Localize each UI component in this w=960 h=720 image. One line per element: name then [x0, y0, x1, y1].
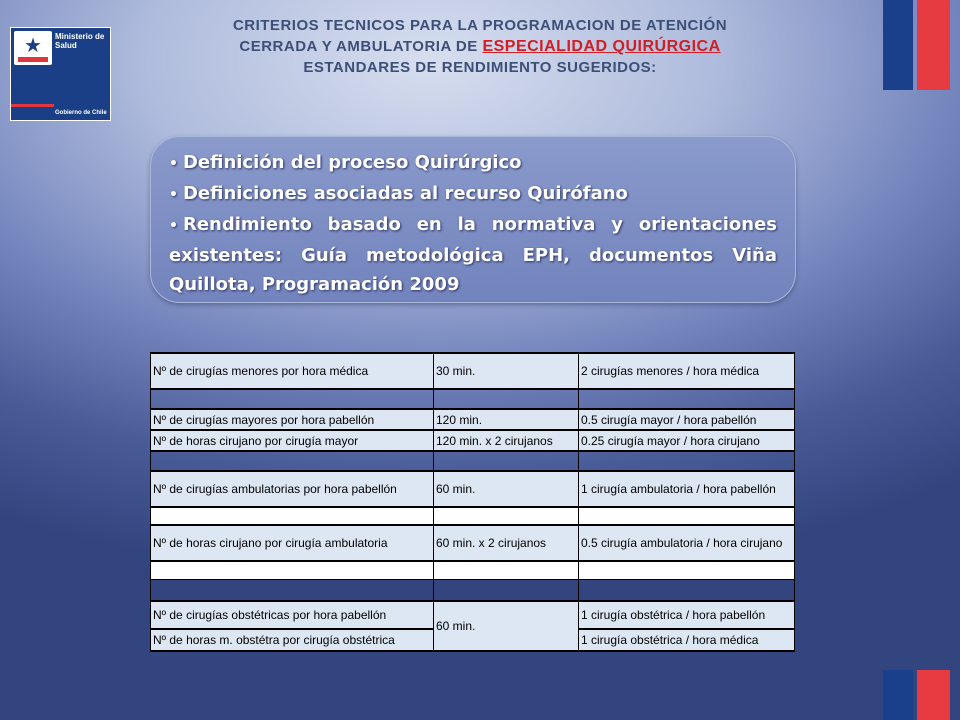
logo-divider: [11, 104, 54, 107]
table-cell: Nº de cirugías mayores por hora pabellón: [151, 409, 434, 430]
table-row: [151, 525, 795, 561]
bullet-box: [150, 136, 796, 303]
table-row: [151, 409, 795, 430]
table-cell: Nº de cirugías ambulatorias por hora pabellón: [151, 471, 434, 507]
title-highlight: ESPECIALIDAD QUIRÚRGICA: [482, 38, 721, 55]
table-cell: Nº de cirugías menores por hora médica: [151, 353, 434, 389]
table-cell: 120 min.: [434, 409, 579, 430]
ministerio-salud-logo: [10, 27, 111, 121]
table-cell: 1 cirugía ambulatoria / hora pabellón: [579, 471, 795, 507]
bullet-item: • Rendimiento basado en la normativa y orientaciones existentes: Guía metodológica EPH, documentos Viña Quillota, Programación 2009: [169, 214, 777, 295]
table-row: [151, 601, 795, 629]
table-spacer-row: [151, 389, 795, 409]
table-row: [151, 471, 795, 507]
rendimiento-table: [150, 352, 795, 652]
table-cell: 0.25 cirugía mayor / hora cirujano: [579, 430, 795, 451]
table-spacer-row: [151, 579, 795, 601]
table-cell: 1 cirugía obstétrica / hora pabellón: [579, 601, 795, 629]
flag-stripes-top: [883, 0, 950, 90]
table-cell: 60 min. x 2 cirujanos: [434, 525, 579, 561]
table-cell: 0.5 cirugía ambulatoria / hora cirujano: [579, 525, 795, 561]
logo-government-text: Gobierno de Chile: [55, 110, 107, 116]
slide-title: [150, 15, 810, 78]
title-line-1: CRITERIOS TECNICOS PARA LA PROGRAMACION DE ATENCIÓN: [232, 17, 728, 34]
title-line-2-prefix: CERRADA Y AMBULATORIA DE: [239, 38, 478, 55]
table-cell: 0.5 cirugía mayor / hora pabellón: [579, 409, 795, 430]
table-cell: Nº de horas cirujano por cirugía mayor: [151, 430, 434, 451]
flag-stripes-bottom: [883, 670, 950, 720]
table-cell: Nº de horas cirujano por cirugía ambulatoria: [151, 525, 434, 561]
title-line-2: [150, 36, 810, 57]
table-spacer-row: [151, 451, 795, 471]
table-cell: 1 cirugía obstétrica / hora médica: [579, 629, 795, 651]
table-cell: Nº de cirugías obstétricas por hora pabellón: [151, 601, 434, 629]
table-row: [151, 430, 795, 451]
table-row: [151, 353, 795, 389]
table-empty-row: [151, 507, 795, 525]
table-cell: 60 min.: [434, 471, 579, 507]
table-cell: 2 cirugías menores / hora médica: [579, 353, 795, 389]
title-line-3: ESTANDARES DE RENDIMIENTO SUGERIDOS:: [303, 59, 657, 76]
table-cell: 120 min. x 2 cirujanos: [434, 430, 579, 451]
coat-of-arms-icon: ★: [14, 31, 52, 65]
table-empty-row: [151, 561, 795, 579]
bullet-item: • Definición del proceso Quirúrgico: [169, 152, 522, 173]
logo-ministry-text: Ministerio de Salud: [55, 32, 105, 50]
table-cell: Nº de horas m. obstétra por cirugía obstétrica: [151, 629, 434, 651]
bullet-item: • Definiciones asociadas al recurso Quirófano: [169, 183, 628, 204]
table-cell-merged: 60 min.: [434, 601, 579, 651]
table-cell: 30 min.: [434, 353, 579, 389]
